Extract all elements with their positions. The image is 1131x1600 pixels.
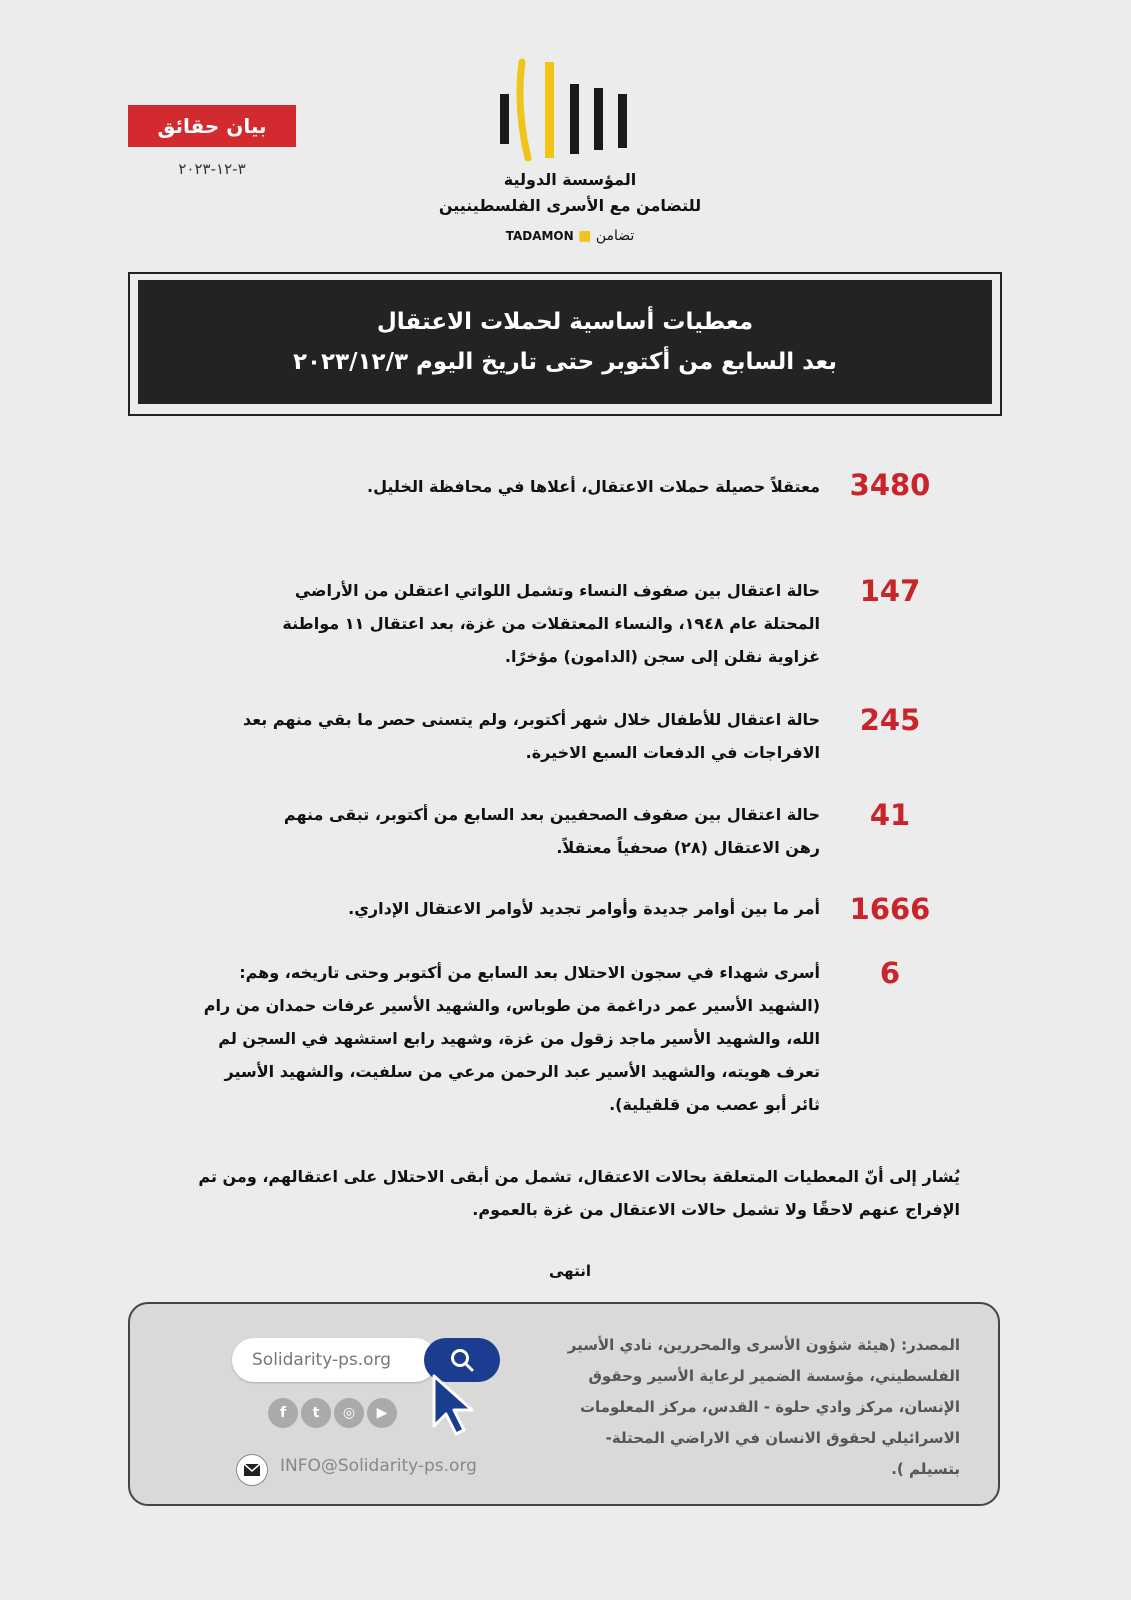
facebook-icon[interactable]: f (268, 1398, 298, 1428)
website-search-field[interactable] (232, 1338, 437, 1382)
fact-number: 245 (859, 703, 921, 737)
title-box (138, 280, 992, 404)
search-icon (449, 1347, 475, 1373)
fact-number: 147 (859, 574, 921, 608)
fact-row (180, 703, 960, 769)
org-name-line1: المؤسسة الدولية (503, 170, 637, 189)
instagram-icon[interactable]: ◎ (334, 1398, 364, 1428)
twitter-icon[interactable]: t (301, 1398, 331, 1428)
fact-sheet-badge: بيان حقائق (128, 105, 296, 147)
youtube-icon[interactable]: ▶ (367, 1398, 397, 1428)
brand-dot-icon: ■ (578, 228, 592, 244)
title-line2: بعد السابع من أكتوبر حتى تاريخ اليوم ٢٠٢٣/١٢/٣ (292, 349, 838, 375)
fact-row (180, 574, 960, 673)
brand-wordmark (470, 228, 670, 244)
fact-row (180, 892, 960, 926)
fact-number: 41 (869, 798, 911, 832)
fact-text: حالة اعتقال بين صفوف الصحفيين بعد السابع من أكتوبر، تبقى منهم رهن الاعتقال (٢٨) صحفياً معتقلاً. (283, 805, 820, 857)
data-note: يُشار إلى أنّ المعطيات المتعلقة بحالات الاعتقال، تشمل من أبقى الاحتلال على اعتقالهم، ومن تم الإفراج عنهم لاحقًا ولا تشمل حالات الاعتقال من غزة بالعموم. (198, 1167, 960, 1219)
end-marker: انتهى (549, 1262, 591, 1280)
source-text: المصدر: (هيئة شؤون الأسرى والمحررين، نادي الأسير الفلسطيني، مؤسسة الضمير لرعاية الأسير وحقوق الإنسان، مركز وادي حلوة - القدس، مركز المعلومات الاسرائيلي لحقوق الانسان في الاراضي المحتلة- بتسيلم ). (567, 1336, 960, 1478)
cursor-arrow-icon (430, 1372, 482, 1438)
fact-number: 3480 (849, 468, 931, 502)
fact-text: أمر ما بين أوامر جديدة وأوامر تجديد لأوامر الاعتقال الإداري. (348, 899, 820, 918)
fact-number: 6 (879, 956, 901, 990)
fact-row (180, 798, 960, 864)
fact-text: حالة اعتقال بين صفوف النساء وتشمل اللواتي اعتقلن من الأراضي المحتلة عام ١٩٤٨، والنساء المعتقلات من غزة، بعد اعتقال ١١ مواطنة غزاوية نقلن إلى سجن (الدامون) مؤخرًا. (282, 581, 820, 666)
title-line1: معطيات أساسية لحملات الاعتقال (376, 309, 754, 335)
brand-english: TADAMON (505, 229, 574, 243)
tadamon-logo-icon (500, 58, 634, 162)
fact-text: أسرى شهداء في سجون الاحتلال بعد السابع من أكتوبر وحتى تاريخه، وهم: (الشهيد الأسير عمر دراغمة من طوباس، والشهيد الأسير عرفات حمدان من رام الله، والشهيد الأسير ماجد زقول من غزة، وشهيد رابع استشهد في السجن لم تعرف هويته، والشهيد الأسير عبد الرحمن مرعي من سلفيت، والشهيد الأسير ثائر أبو عصب من قلقيلية). (203, 963, 820, 1114)
contact-email[interactable]: INFO@Solidarity-ps.org (280, 1456, 477, 1476)
website-url: Solidarity-ps.org (252, 1350, 392, 1370)
document-date: ٣-١٢-٢٠٢٣ (178, 160, 246, 178)
brand-arabic: تضامن (595, 228, 635, 244)
fact-number: 1666 (849, 892, 931, 926)
fact-row (180, 956, 960, 1121)
org-name-line2: للتضامن مع الأسرى الفلسطينيين (438, 196, 702, 215)
fact-text: معتقلاً حصيلة حملات الاعتقال، أعلاها في محافظة الخليل. (367, 477, 820, 496)
fact-text: حالة اعتقال للأطفال خلال شهر أكتوبر، ولم يتسنى حصر ما بقي منهم بعد الافراجات في الدفعات السبع الاخيرة. (242, 710, 820, 762)
mail-icon (236, 1454, 268, 1486)
fact-row (180, 468, 960, 503)
